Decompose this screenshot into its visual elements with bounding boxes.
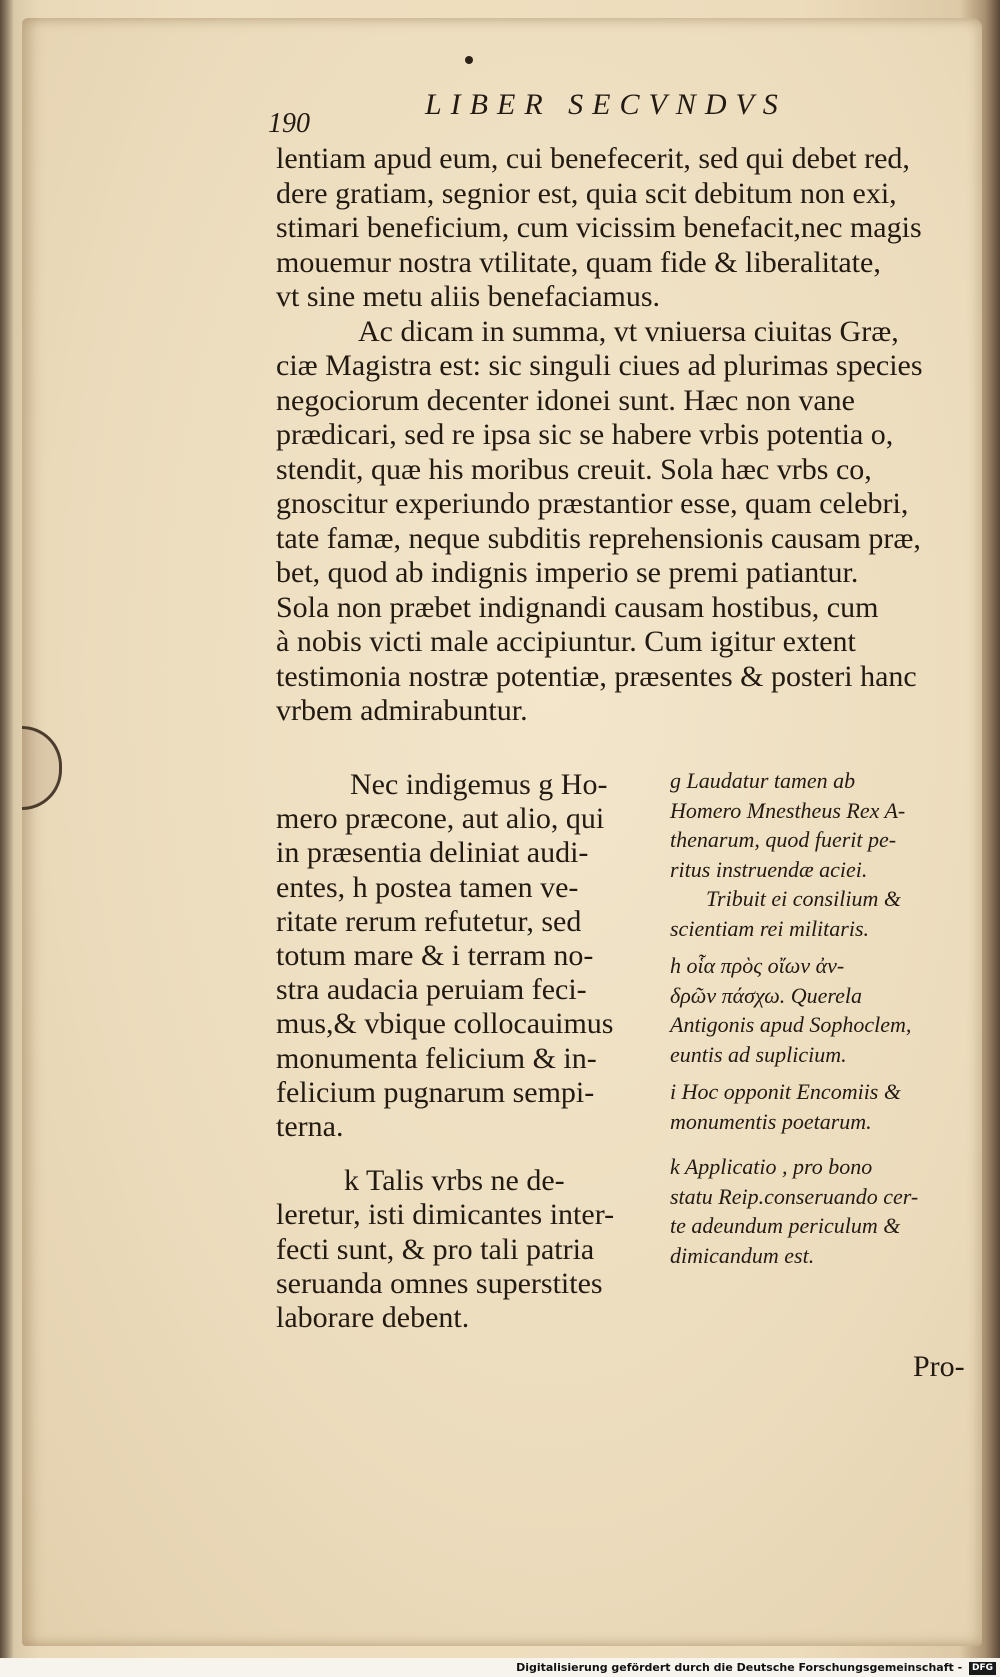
left-column-line: k Talis vrbs ne de- bbox=[344, 1164, 565, 1198]
body-text-line: lentiam apud eum, cui benefecerit, sed qui debet red, bbox=[276, 142, 910, 175]
body-text-line: tate famæ, neque subditis reprehensionis causam præ, bbox=[276, 521, 921, 555]
footer-credit: Digitalisierung gefördert durch die Deutsche Forschungsgemeinschaft - bbox=[516, 1661, 963, 1674]
side-notes-line: ritus instruendæ aciei. bbox=[670, 856, 868, 882]
side-notes-line: Tribuit ei consilium & bbox=[706, 886, 901, 911]
side-notes-line: scientiam rei militaris. bbox=[670, 915, 870, 941]
body-text-line: vrbem admirabuntur. bbox=[276, 694, 528, 727]
side-notes-line: statu Reip.conseruando cer- bbox=[670, 1183, 919, 1209]
left-column-line: laborare debent. bbox=[276, 1301, 470, 1334]
body-text-line: mouemur nostra vtilitate, quam fide & liberalitate, bbox=[276, 245, 881, 279]
left-column-line: fecti sunt, & pro tali patria bbox=[276, 1232, 595, 1266]
body-text-line: vt sine metu aliis benefaciamus. bbox=[276, 280, 661, 313]
left-column-line: leretur, isti dimicantes inter- bbox=[276, 1198, 615, 1232]
body-text-line: Ac dicam in summa, vt vniuersa ciuitas Græ, bbox=[358, 314, 899, 348]
left-column-line: ritate rerum refutetur, sed bbox=[276, 904, 582, 938]
body-text-line: testimonia nostræ potentiæ, præsentes & posteri hanc bbox=[276, 659, 917, 693]
book-clasp bbox=[22, 726, 62, 810]
digitization-footer bbox=[0, 1658, 1000, 1677]
left-column-line: entes, h postea tamen ve- bbox=[276, 870, 579, 904]
page-number: 190 bbox=[268, 108, 310, 139]
catchword: Pro- bbox=[913, 1350, 965, 1383]
left-column-line: monumenta felicium & in- bbox=[276, 1041, 597, 1075]
left-column-line: felicium pugnarum sempi- bbox=[276, 1075, 595, 1109]
body-text-line: prædicari, sed re ipsa sic se habere vrbis potentia o, bbox=[276, 418, 894, 451]
side-notes-line: monumentis poetarum. bbox=[670, 1108, 872, 1134]
body-text-line: à nobis victi male accipiuntur. Cum igitur extent bbox=[276, 625, 856, 658]
left-column-line: totum mare & i terram no- bbox=[276, 939, 594, 972]
side-notes-line: thenarum, quod fuerit pe- bbox=[670, 827, 897, 852]
body-text-line: Sola non præbet indignandi causam hostibus, cum bbox=[276, 590, 879, 624]
running-head: LIBER SECVNDVS bbox=[425, 88, 787, 121]
body-text-line: stendit, quæ his moribus creuit. Sola hæc vrbs co, bbox=[276, 452, 872, 486]
side-notes-line: h οἷα πρὸς οἴων ἀν- bbox=[670, 953, 845, 978]
side-notes-line: Antigonis apud Sophoclem, bbox=[670, 1012, 912, 1037]
body-text-line: stimari beneficium, cum vicissim benefacit,nec magis bbox=[276, 211, 922, 244]
side-notes-line: dimicandum est. bbox=[670, 1242, 815, 1268]
left-column-line: terna. bbox=[276, 1110, 344, 1143]
left-column-line: Nec indigemus g Ho- bbox=[350, 768, 608, 801]
ornament-dot bbox=[465, 56, 473, 64]
side-notes-line: δρῶν πάσχω. Querela bbox=[670, 982, 863, 1008]
body-text-line: dere gratiam, segnior est, quia scit debitum non exi, bbox=[276, 176, 897, 210]
left-column-line: mero præcone, aut alio, qui bbox=[276, 802, 605, 836]
body-text-line: ciæ Magistra est: sic singuli ciues ad plurimas species bbox=[276, 349, 923, 382]
left-column-line: mus,& vbique collocauimus bbox=[276, 1007, 614, 1041]
body-text-line: bet, quod ab indignis imperio se premi patiantur. bbox=[276, 556, 859, 589]
side-notes-line: te adeundum periculum & bbox=[670, 1213, 901, 1238]
left-column-line: stra audacia peruiam feci- bbox=[276, 973, 587, 1007]
side-notes-line: i Hoc opponit Encomiis & bbox=[670, 1079, 901, 1104]
body-text-line: negociorum decenter idonei sunt. Hæc non vane bbox=[276, 383, 855, 417]
body-text-line: gnoscitur experiundo præstantior esse, quam celebri, bbox=[276, 487, 909, 520]
side-notes-line: k Applicatio , pro bono bbox=[670, 1154, 873, 1179]
dfg-logo: DFG bbox=[969, 1662, 996, 1675]
left-column-line: seruanda omnes superstites bbox=[276, 1266, 603, 1300]
left-column-line: in præsentia deliniat audi- bbox=[276, 836, 589, 870]
side-notes-line: g Laudatur tamen ab bbox=[670, 768, 856, 793]
side-notes-line: euntis ad suplicium. bbox=[670, 1041, 847, 1067]
side-notes-line: Homero Mnestheus Rex A- bbox=[670, 797, 906, 823]
